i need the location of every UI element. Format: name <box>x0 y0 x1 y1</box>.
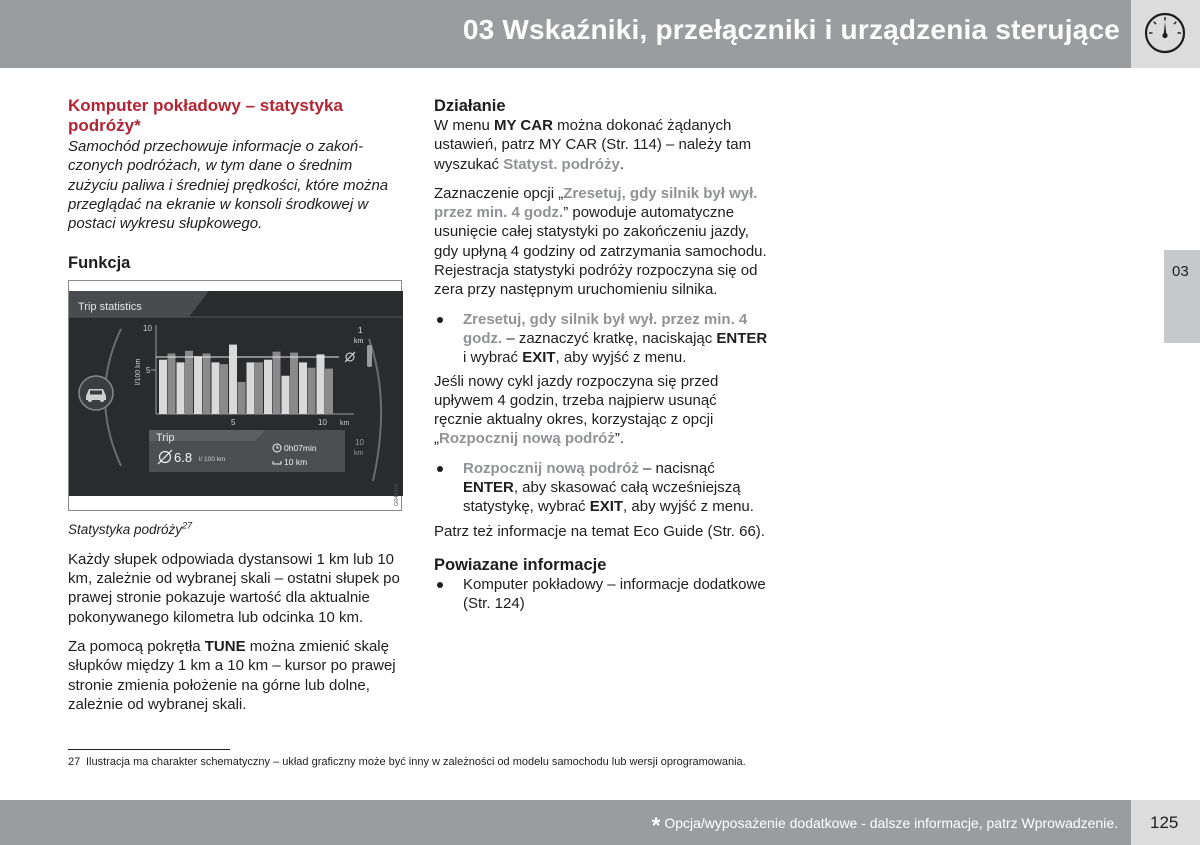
bullet2-text-b: – nacisnąć <box>638 459 715 477</box>
header-icon-box <box>1131 0 1200 68</box>
chapter-title: 03 Wskaźniki, przełączniki i urządzenia sterujące <box>462 14 1120 45</box>
my-car-keyword: MY CAR <box>494 117 553 134</box>
chart-bar-1-2 <box>177 363 185 415</box>
caption-footnote-ref: 27 <box>182 520 193 531</box>
bullet2-exit: EXIT <box>589 498 624 516</box>
menu-text-e: . <box>619 155 625 173</box>
reset-text-a: Zaznaczenie opcji „ <box>434 184 564 202</box>
trip-statistics-screen <box>69 281 403 512</box>
trip-time: 0h07min <box>284 443 317 454</box>
image-code: G046365 <box>394 483 400 507</box>
chapter-side-tab <box>1164 250 1200 343</box>
y-tick-5: 5 <box>146 366 151 376</box>
trip-consumption: 6.8 <box>174 450 193 466</box>
bar-description: Każdy słupek odpowiada dystansowi 1 km lub 10 km, zależnie od wybranej skali – ostatni słupek po prawej stronie pokazuje wartość dla aktualnie pokonywanego kilometra lub odcinka 10 km. <box>68 550 400 626</box>
y-axis-label: l/100 km <box>135 359 142 386</box>
intro-paragraph: Samochód przechowuje informacje o zakończonych podróżach, w tym dane o średnim zużyciu paliwa i średniej prędkości, które można przeglądać na ekranie w konsoli środkowej w postaci wykresu słupkowego. <box>68 138 389 233</box>
trip-label: Trip <box>156 432 175 445</box>
bullet1-exit: EXIT <box>522 349 556 367</box>
x-tick-10: 10 <box>318 418 327 428</box>
bullet2-text-d: , aby skasować całą wcześniejszą statystykę, wybrać <box>463 479 741 516</box>
reset-paragraph <box>434 184 769 300</box>
chart-bar-1-6 <box>247 363 255 415</box>
bullet2-enter: ENTER <box>463 479 514 497</box>
trip-statistics-figure <box>68 280 402 511</box>
chart-bar-2-3 <box>203 354 211 415</box>
chart-bar-1-3 <box>194 357 202 415</box>
trip-consumption-unit: l/ 100 km <box>199 456 226 464</box>
scale-bottom-value: 10 <box>355 438 364 448</box>
chapter-side-tab-label: 03 <box>1172 263 1189 280</box>
chart-bar-1-1 <box>159 360 167 414</box>
bullet2-option: Rozpocznij nową podróż <box>463 459 639 477</box>
right-column <box>434 96 769 614</box>
bullet-new-trip <box>434 459 769 517</box>
tune-description <box>68 637 403 714</box>
related-link-item[interactable]: Komputer pokładowy – informacje dodatkowe (Str. 124) <box>434 575 769 614</box>
chart-bar-1-5 <box>229 345 237 414</box>
bullet1-option: Zresetuj, gdy silnik był wył. przez min. 4 godz. <box>463 310 748 347</box>
menu-text-c: można dokonać żądanych ustawień, patrz MY CAR (Str. 114) – należy tam wyszukać <box>434 117 752 173</box>
chart-bar-2-5 <box>238 382 246 414</box>
bullet-reset-option <box>434 310 769 368</box>
tune-text-a: Za pomocą pokrętła <box>68 637 205 655</box>
chart-bar-2-6 <box>255 363 263 415</box>
tune-text-c: można zmienić skalę słupków między 1 km a 10 km – kursor po prawej stronie zmienia położenie na górne lub dolne, zależnie od wybranej skali. <box>68 637 396 713</box>
gauge-icon <box>1143 11 1187 55</box>
footer-star: * <box>651 813 661 838</box>
chart-bar-2-2 <box>185 351 193 414</box>
section-heading: Komputer pokładowy – statystyka podróży* <box>68 96 343 135</box>
new-cycle-text-a: Jeśli nowy cykl jazdy rozpoczyna się przed upływem 4 godzin, trzeba najpierw usunąć ręcznie aktualny okres, korzystając z opcji „ <box>434 372 719 448</box>
bullet1-text-f: , aby wyjść z menu. <box>555 349 687 367</box>
y-tick-10: 10 <box>143 324 152 334</box>
page-number: 125 <box>1150 813 1179 832</box>
footnote-text: Ilustracja ma charakter schematyczny – układ graficzny może być inny w zależności od modelu samochodu lub wersji oprogramowania. <box>86 756 746 768</box>
chart-bar-2-7 <box>273 352 281 414</box>
chart-bar-2-8 <box>290 353 298 414</box>
figure-caption <box>68 520 403 539</box>
menu-text-a: W menu <box>434 117 495 134</box>
chart-bar-1-9 <box>299 363 307 415</box>
bullet1-text-b: – zaznaczyć kratkę, naciskając <box>502 329 717 347</box>
trip-distance: 10 km <box>284 457 308 468</box>
footnote <box>68 756 746 769</box>
chart-bar-1-8 <box>282 376 290 414</box>
chart-bar-1-7 <box>264 360 272 414</box>
bullet1-enter: ENTER <box>716 329 768 347</box>
reset-option-name: Zresetuj, gdy silnik był wył. przez min. 4 godz. <box>434 184 758 222</box>
scale-top-unit: km <box>354 338 364 346</box>
related-heading: Powiazane informacje <box>434 555 607 574</box>
chart-bar-2-1 <box>168 354 176 415</box>
tune-keyword: TUNE <box>204 637 246 655</box>
screen-title: Trip statistics <box>78 301 142 314</box>
chart-bar-1-4 <box>212 363 220 415</box>
new-trip-option: Rozpocznij nową podróż <box>439 430 615 448</box>
footnote-number: 27 <box>68 756 81 768</box>
scale-top-value: 1 <box>358 326 363 336</box>
menu-paragraph <box>434 116 769 174</box>
chart-bar-1-10 <box>317 355 325 415</box>
footer-note-text: Opcja/wyposażenie dodatkowe - dalsze informacje, patrz Wprowadzenie. <box>664 815 1118 831</box>
reset-text-c: ” powoduje automatyczne usunięcie całej statystyki po zakończeniu jazdy, gdy upłyną 4 godziny od zatrzymania samochodu. Rejestracja statystyki podróży rozpoczyna się od zera przy następnym uruchomieniu silnika. <box>434 204 767 299</box>
footnote-divider <box>68 749 230 750</box>
chart-bar-2-4 <box>220 365 228 415</box>
bullet2-text-f: , aby wyjść z menu. <box>623 498 754 516</box>
footer-note <box>652 813 1118 839</box>
chart-bar-2-9 <box>308 368 316 414</box>
chart-bar-2-10 <box>325 369 333 414</box>
caption-text: Statystyka podróży <box>68 522 183 538</box>
x-tick-5: 5 <box>231 418 236 428</box>
left-column <box>68 96 403 714</box>
trip-stats-menu-option: Statyst. podróży <box>503 155 620 173</box>
eco-guide-paragraph: Patrz też informacje na temat Eco Guide (Str. 66). <box>434 522 765 540</box>
bullet1-text-d: i wybrać <box>463 349 523 367</box>
new-cycle-paragraph <box>434 372 769 449</box>
dzialanie-heading: Działanie <box>434 97 506 115</box>
new-cycle-text-c: ”. <box>614 430 624 448</box>
funkcja-heading: Funkcja <box>68 254 131 273</box>
scale-bottom-unit: km <box>354 450 364 458</box>
x-axis-unit: km <box>340 420 350 428</box>
page-number-box <box>1131 800 1200 845</box>
